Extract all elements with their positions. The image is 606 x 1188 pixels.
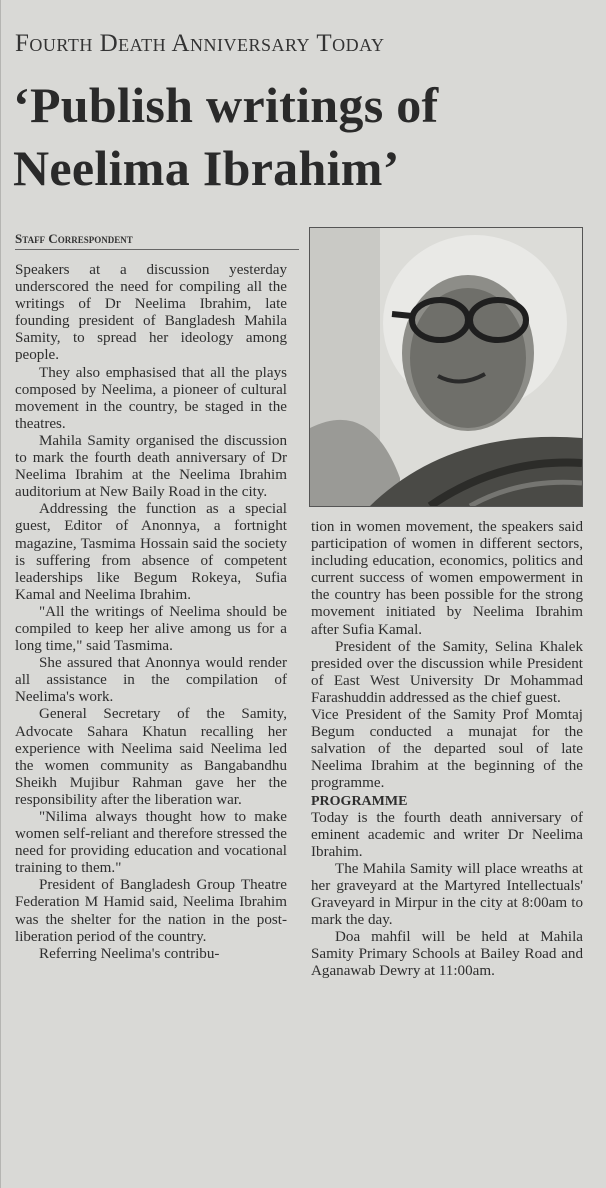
paragraph: Mahila Samity organised the discussion to mark the fourth death anniversary of Dr Neelima Ibrahim at the Neelima Ibrahim auditorium at New Baily Road in the city. bbox=[15, 432, 287, 501]
article-kicker: Fourth Death Anniversary Today bbox=[15, 30, 385, 57]
paragraph: Addressing the function as a special guest, Editor of Anonnya, a fortnight magazine, Tasmima Hossain said the society is suffering from absence of competent leaderships like Begum Rokeya, Sufia Kamal and Neelima Ibrahim. bbox=[15, 501, 287, 603]
headline-line-1: ‘Publish writings of bbox=[13, 77, 439, 133]
portrait-image bbox=[310, 228, 582, 506]
article-column-2 bbox=[311, 519, 583, 981]
byline: Staff Correspondent bbox=[15, 231, 299, 250]
paragraph: President of the Samity, Selina Khalek presided over the discussion while President of East West University Dr Mohammad Farashuddin addressed as the chief guest. bbox=[311, 638, 583, 706]
headline-line-2: Neelima Ibrahim’ bbox=[13, 140, 400, 196]
paragraph: Vice President of the Samity Prof Momtaj Begum conducted a munajat for the salvation of the departed soul of late Neelima Ibrahim at the beginning of the programme. bbox=[311, 707, 583, 792]
section-subhead: PROGRAMME bbox=[311, 793, 408, 809]
portrait-photo bbox=[309, 227, 583, 507]
paragraph: They also emphasised that all the plays composed by Neelima, a pioneer of cultural movement in the country, be staged in the theatres. bbox=[15, 364, 287, 432]
paragraph: tion in women movement, the speakers said participation of women in different sectors, including education, economics, politics and current success of women empowerment in the country has been possible for the strong movement initiated by Neelima Ibrahim after Sufia Kamal. bbox=[311, 519, 583, 638]
article-column-1 bbox=[15, 262, 287, 963]
paragraph: "All the writings of Neelima should be compiled to keep her alive among us for a long time," said Tasmima. bbox=[15, 603, 287, 655]
paragraph: She assured that Anonnya would render all assistance in the compilation of Neelima's work. bbox=[15, 655, 287, 706]
article-headline bbox=[13, 74, 597, 200]
paragraph: Speakers at a discussion yesterday underscored the need for compiling all the writings of Dr Neelima Ibrahim, late founding president of Bangladesh Mahila Samity, to spread her ideology among people. bbox=[15, 262, 287, 364]
paragraph: Referring Neelima's contribu- bbox=[39, 945, 220, 962]
paragraph: Today is the fourth death anniversary of eminent academic and writer Dr Neelima Ibrahim. bbox=[311, 809, 583, 860]
paragraph: "Nilima always thought how to make women self-reliant and therefore stressed the need for providing education and vocational training to them." bbox=[15, 809, 287, 877]
paragraph: Doa mahfil will be held at Mahila Samity Primary Schools at Bailey Road and Aganawab Dewry at 11:00am. bbox=[311, 929, 583, 980]
paragraph: President of Bangladesh Group Theatre Federation M Hamid said, Neelima Ibrahim was the shelter for the nation in the post-liberation period of the country. bbox=[15, 877, 287, 945]
paragraph: General Secretary of the Samity, Advocate Sahara Khatun recalling her experience with Neelima said Neelima led the women community as Bangabandhu Sheikh Mujibur Rahman gave her the responsibility after the liberation war. bbox=[15, 706, 287, 808]
paragraph: The Mahila Samity will place wreaths at her graveyard at the Martyred Intellectuals' Graveyard in Mirpur in the city at 8:00am to mark the day. bbox=[311, 860, 583, 929]
